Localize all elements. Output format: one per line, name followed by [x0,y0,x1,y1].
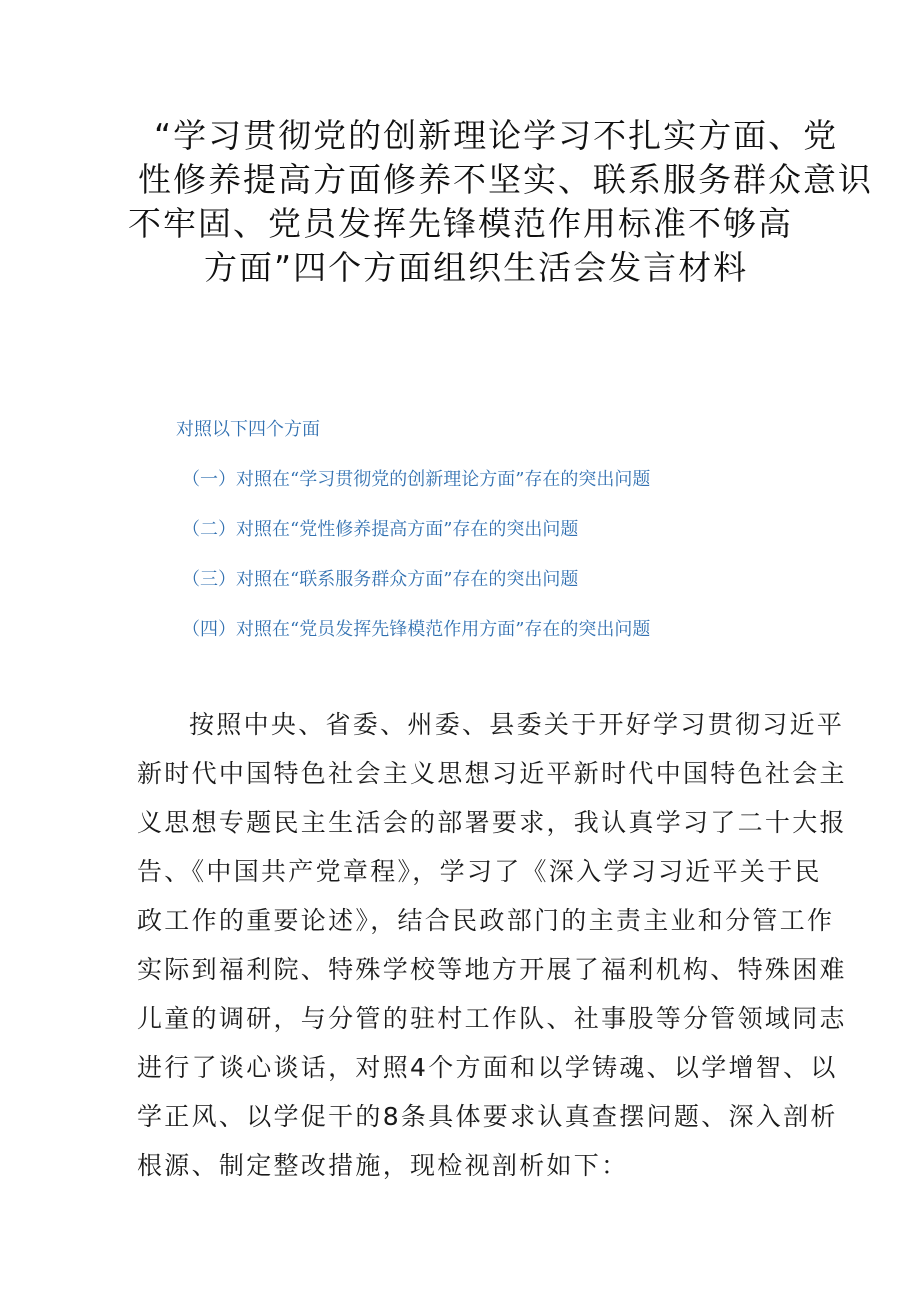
body-line: 进行了谈心谈话，对照4个方面和以学铸魂、以学增智、以 [137,1053,838,1082]
body-line: 儿童的调研，与分管的驻村工作队、社事股等分管领域同志 [137,1004,847,1033]
title-line-1: “学习贯彻党的创新理论学习不扎实方面、党 [154,116,839,155]
toc-item-3[interactable]: （三）对照在“联系服务群众方面”存在的突出问题 [182,569,579,590]
body-line: 义思想专题民主生活会的部署要求，我认真学习了二十大报 [137,808,847,837]
body-line: 政工作的重要论述》，结合民政部门的主责主业和分管工作 [137,906,835,935]
body-line: 根源、制定整改措施，现检视剖析如下： [137,1151,629,1180]
title-line-2: 性修养提高方面修养不坚实、联系服务群众意识 [138,160,873,199]
body-line: 新时代中国特色社会主义思想习近平新时代中国特色社会主 [137,759,847,788]
document-title [128,114,873,290]
toc-item-1[interactable]: （一）对照在“学习贯彻党的创新理论方面”存在的突出问题 [182,469,651,490]
body-line: 告、《中国共产党章程》，学习了《深入学习习近平关于民 [137,857,822,886]
toc-heading[interactable]: 对照以下四个方面 [176,419,320,440]
body-line: 按照中央、省委、州委、县委关于开好学习贯彻习近平 [189,710,845,739]
body-line: 实际到福利院、特殊学校等地方开展了福利机构、特殊困难 [137,955,847,984]
title-line-3: 不牢固、党员发挥先锋模范作用标准不够高 [128,204,793,243]
body-line: 学正风、以学促干的8条具体要求认真查摆问题、深入剖析 [137,1102,838,1131]
title-line-4: 方面”四个方面组织生活会发言材料 [204,248,749,287]
body-paragraph [137,700,847,1190]
toc-item-2[interactable]: （二）对照在“党性修养提高方面”存在的突出问题 [182,519,579,540]
toc-item-4[interactable]: （四）对照在“党员发挥先锋模范作用方面”存在的突出问题 [182,619,651,640]
table-of-contents [176,417,796,643]
